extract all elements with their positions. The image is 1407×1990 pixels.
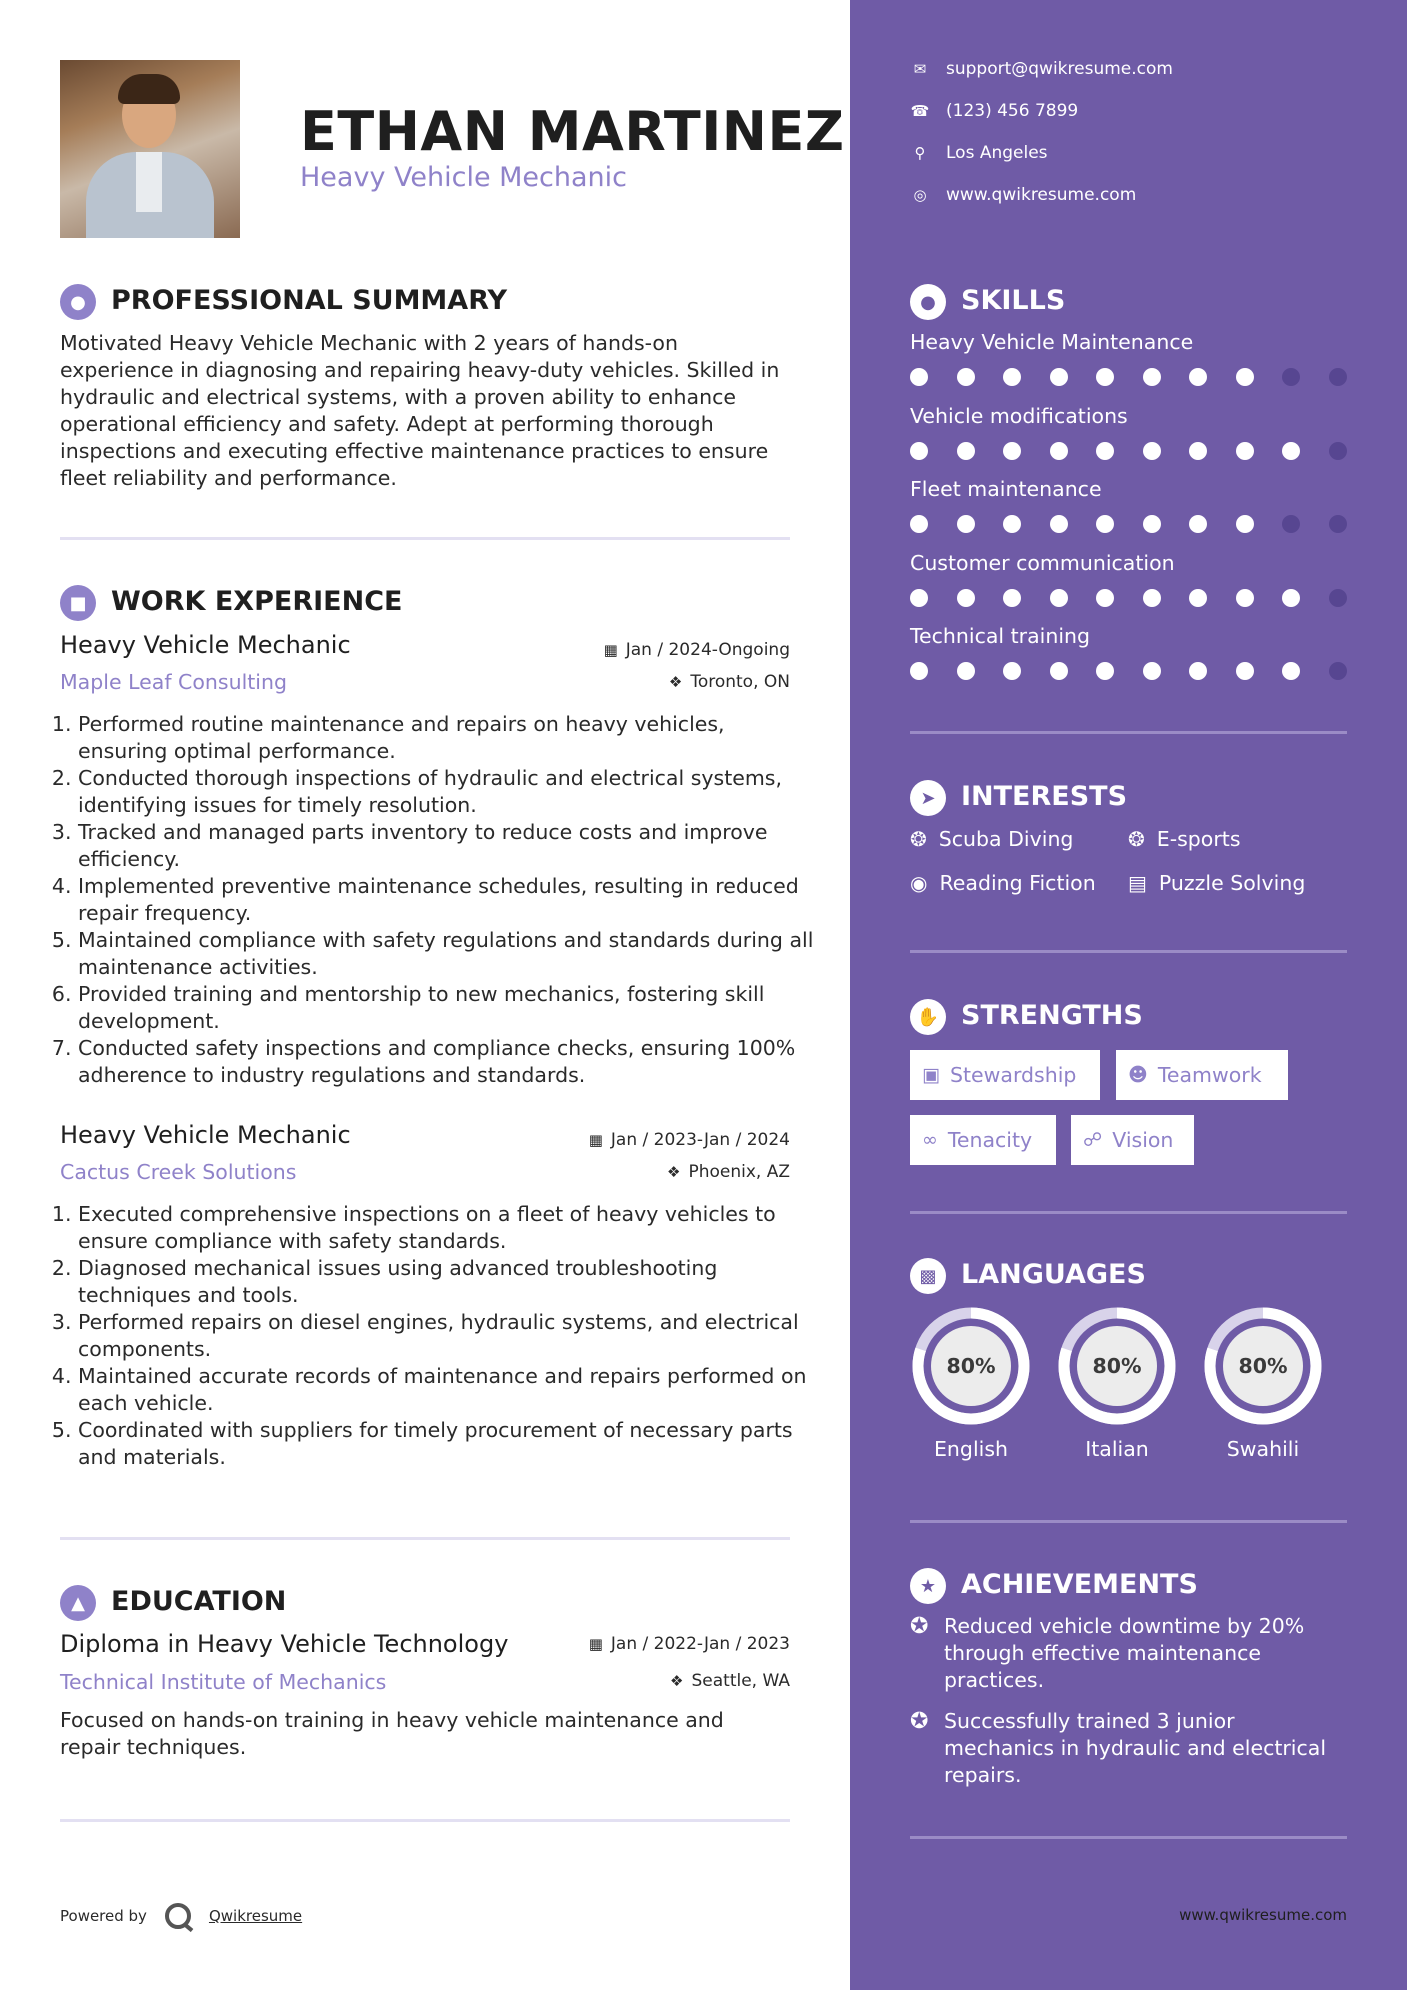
achievement-item: ✪ Successfully trained 3 junior mechanics in hydraulic and electrical repairs. [910, 1709, 1327, 1787]
skill-dot [1189, 589, 1207, 607]
language-item [910, 1305, 1032, 1461]
users-icon: ☻ [1128, 1064, 1148, 1086]
lightbulb-icon: ● [910, 284, 946, 320]
skill-dot [1189, 368, 1207, 386]
achievement-item: ✪ Reduced vehicle downtime by 20% through effective maintenance practices. [910, 1614, 1305, 1692]
skill-name: Technical training [910, 624, 1091, 648]
skill-dot [1282, 515, 1300, 533]
interests-title: INTERESTS [961, 781, 1128, 812]
globe-icon: ◎ [913, 186, 927, 204]
briefcase-icon: ▣ [922, 1064, 940, 1086]
language-percent: 80% [946, 1354, 996, 1378]
experience-title: WORK EXPERIENCE [111, 586, 403, 617]
pin-icon: ❖ [667, 1163, 681, 1181]
list-item: 4. Implemented preventive maintenance schedules, resulting in reduced repair frequency. [78, 873, 818, 927]
map-pin-icon: ⚲ [914, 144, 926, 162]
life-ring-icon: ❂ [910, 827, 927, 851]
calendar-icon: ▦ [603, 641, 618, 659]
book-icon: ▤ [1128, 871, 1147, 895]
gamepad-icon: ◉ [910, 871, 928, 895]
language-name: Italian [1085, 1437, 1149, 1461]
skill-dot [957, 662, 975, 680]
skills-title: SKILLS [961, 285, 1066, 316]
divider [910, 1520, 1347, 1523]
skill-dot [1143, 368, 1161, 386]
skill-dot [1329, 589, 1347, 607]
skill-dot [910, 368, 928, 386]
divider [60, 1537, 790, 1540]
summary-title: PROFESSIONAL SUMMARY [111, 285, 508, 316]
shooting-star-icon: ✪ [910, 1614, 929, 1639]
pin-icon: ❖ [670, 1672, 684, 1690]
skill-dot [1329, 515, 1347, 533]
achievements-title: ACHIEVEMENTS [961, 1569, 1198, 1600]
skill-dot [1329, 662, 1347, 680]
calendar-icon: ▦ [588, 1131, 603, 1149]
skill-dot [1050, 589, 1068, 607]
skill-dot [1143, 515, 1161, 533]
divider [60, 537, 790, 540]
skill-dot [1096, 515, 1114, 533]
interest-item: ▤ Puzzle Solving [1128, 871, 1306, 895]
contact-email[interactable]: ✉ support@qwikresume.com [910, 59, 1173, 79]
chair-icon: ■ [60, 585, 96, 621]
skill-dot [1282, 442, 1300, 460]
divider [910, 1211, 1347, 1214]
strength-chip: ▣ Stewardship [910, 1050, 1100, 1100]
skill-name: Customer communication [910, 550, 1175, 575]
fist-icon: ✋ [910, 999, 946, 1035]
skill-dot [1282, 662, 1300, 680]
skill-dot [1096, 442, 1114, 460]
list-item: 6. Provided training and mentorship to new mechanics, fostering skill development. [78, 981, 818, 1035]
language-ring [910, 1305, 1032, 1427]
list-item: 3. Performed repairs on diesel engines, hydraulic systems, and electrical components. [78, 1309, 818, 1363]
job-date: ▦ Jan / 2024-Ongoing [603, 640, 790, 660]
skill-dot [1236, 515, 1254, 533]
skill-level [910, 368, 1375, 386]
skill-dot [1050, 442, 1068, 460]
job-duties [56, 711, 818, 1089]
sidebar [850, 0, 1407, 1990]
job-location: ❖ Phoenix, AZ [667, 1162, 790, 1182]
skill-dot [1189, 662, 1207, 680]
job-duties [56, 1201, 818, 1471]
graduate-icon: ▲ [60, 1585, 96, 1621]
skill-dot [1096, 662, 1114, 680]
list-item: 1. Executed comprehensive inspections on a fleet of heavy vehicles to ensure compliance with safety standards. [78, 1201, 818, 1255]
life-ring-icon: ❂ [1128, 827, 1145, 851]
skill-dot [910, 442, 928, 460]
interest-item: ◉ Reading Fiction [910, 871, 1096, 895]
list-item: 5. Maintained compliance with safety regulations and standards during all maintenance activities. [78, 927, 818, 981]
skill-dot [1329, 368, 1347, 386]
skill-name: Fleet maintenance [910, 477, 1102, 501]
education-location: ❖ Seattle, WA [670, 1671, 790, 1691]
divider [60, 1819, 790, 1822]
interest-item: ❂ Scuba Diving [910, 827, 1074, 851]
job-company: Cactus Creek Solutions [60, 1160, 297, 1184]
qwikresume-logo-icon [165, 1903, 191, 1929]
skill-dot [1236, 589, 1254, 607]
skill-dot [1003, 515, 1021, 533]
contact-location: ⚲ Los Angeles [910, 143, 1048, 163]
skill-dot [910, 515, 928, 533]
skill-level [910, 442, 1375, 460]
phone-icon: ☎ [910, 102, 930, 120]
skill-dot [1050, 662, 1068, 680]
shooting-star-icon: ✪ [910, 1709, 929, 1734]
list-item: 2. Diagnosed mechanical issues using advanced troubleshooting techniques and tools. [78, 1255, 818, 1309]
education-description: Focused on hands-on training in heavy vehicle maintenance and repair techniques. [60, 1708, 724, 1759]
skill-dot [1096, 589, 1114, 607]
skill-dot [1236, 442, 1254, 460]
skill-dot [1236, 368, 1254, 386]
skill-dot [1003, 368, 1021, 386]
envelope-icon: ✉ [913, 60, 927, 78]
education-title: EDUCATION [111, 1586, 287, 1617]
job-title: Heavy Vehicle Mechanic [60, 1121, 351, 1149]
divider [910, 1836, 1347, 1839]
job-company: Maple Leaf Consulting [60, 670, 288, 694]
divider [910, 731, 1347, 734]
education-date: ▦ Jan / 2022-Jan / 2023 [588, 1634, 790, 1654]
skill-dot [1143, 589, 1161, 607]
school-name: Technical Institute of Mechanics [60, 1670, 387, 1694]
job-location: ❖ Toronto, ON [668, 672, 790, 692]
language-percent: 80% [1092, 1354, 1142, 1378]
summary-text: Motivated Heavy Vehicle Mechanic with 2 years of hands-on experience in diagnosing and repairing heavy-duty vehicles. Skilled in hydraulic and electrical systems, with a proven ability to enhance operational efficiency and safety. Adept at performing thorough inspections and executing effective maintenance practices to ensure fleet reliability and performance. [60, 331, 780, 490]
skill-level [910, 662, 1375, 680]
paper-plane-icon: ➤ [910, 780, 946, 816]
brand-link[interactable]: Qwikresume [208, 1907, 303, 1925]
languages-title: LANGUAGES [961, 1259, 1146, 1290]
contact-website[interactable]: ◎ www.qwikresume.com [910, 185, 1136, 205]
skill-dot [910, 589, 928, 607]
job-date: ▦ Jan / 2023-Jan / 2024 [588, 1130, 790, 1150]
language-card-icon: ▩ [910, 1258, 946, 1294]
user-icon: ● [60, 284, 96, 320]
link-icon: ∞ [922, 1129, 938, 1151]
skill-name: Heavy Vehicle Maintenance [910, 330, 1194, 354]
strengths-title: STRENGTHS [961, 1000, 1143, 1031]
candidate-name: ETHAN MARTINEZ [300, 100, 845, 163]
divider [910, 950, 1347, 953]
pin-icon: ❖ [668, 673, 683, 691]
skill-dot [1189, 442, 1207, 460]
calendar-icon: ▦ [588, 1635, 603, 1653]
list-item: 2. Conducted thorough inspections of hydraulic and electrical systems, identifying issues for timely resolution. [78, 765, 818, 819]
skill-dot [1189, 515, 1207, 533]
binoculars-icon: ☍ [1083, 1129, 1103, 1151]
footer-site[interactable]: www.qwikresume.com [1179, 1906, 1347, 1924]
language-ring [1202, 1305, 1324, 1427]
skill-dot [1003, 442, 1021, 460]
skill-level [910, 589, 1375, 607]
skill-dot [1236, 662, 1254, 680]
profile-photo [60, 60, 240, 238]
language-percent: 80% [1238, 1354, 1288, 1378]
list-item: 1. Performed routine maintenance and repairs on heavy vehicles, ensuring optimal performance. [78, 711, 818, 765]
skill-dot [957, 589, 975, 607]
language-name: English [933, 1437, 1009, 1461]
contact-phone[interactable]: ☎ (123) 456 7899 [910, 101, 1079, 121]
skill-level [910, 515, 1375, 533]
strength-chip: ∞ Tenacity [910, 1115, 1056, 1165]
list-item: 3. Tracked and managed parts inventory to reduce costs and improve efficiency. [78, 819, 818, 873]
list-item: 7. Conducted safety inspections and compliance checks, ensuring 100% adherence to industry regulations and standards. [78, 1035, 818, 1089]
skill-dot [1050, 368, 1068, 386]
skill-dot [1282, 368, 1300, 386]
skill-dot [957, 442, 975, 460]
list-item: 5. Coordinated with suppliers for timely procurement of necessary parts and materials. [78, 1417, 818, 1471]
language-item [1202, 1305, 1324, 1461]
powered-by: Powered by Qwikresume [60, 1903, 302, 1929]
interest-item: ❂ E-sports [1128, 827, 1241, 851]
language-item [1056, 1305, 1178, 1461]
skill-name: Vehicle modifications [910, 403, 1128, 428]
skill-dot [957, 515, 975, 533]
job-title: Heavy Vehicle Mechanic [60, 631, 351, 659]
star-badge-icon: ★ [910, 1568, 946, 1604]
strength-chip: ☻ Teamwork [1116, 1050, 1288, 1100]
candidate-role: Heavy Vehicle Mechanic [300, 162, 628, 193]
skill-dot [1003, 589, 1021, 607]
language-ring [1056, 1305, 1178, 1427]
strength-chip: ☍ Vision [1071, 1115, 1194, 1165]
skill-dot [957, 368, 975, 386]
list-item: 4. Maintained accurate records of maintenance and repairs performed on each vehicle. [78, 1363, 818, 1417]
degree-title: Diploma in Heavy Vehicle Technology [60, 1630, 509, 1658]
skill-dot [910, 662, 928, 680]
skill-dot [1050, 515, 1068, 533]
skill-dot [1282, 589, 1300, 607]
language-name: Swahili [1226, 1437, 1300, 1461]
skill-dot [1143, 442, 1161, 460]
skill-dot [1329, 442, 1347, 460]
skill-dot [1143, 662, 1161, 680]
skill-dot [1003, 662, 1021, 680]
skill-dot [1096, 368, 1114, 386]
